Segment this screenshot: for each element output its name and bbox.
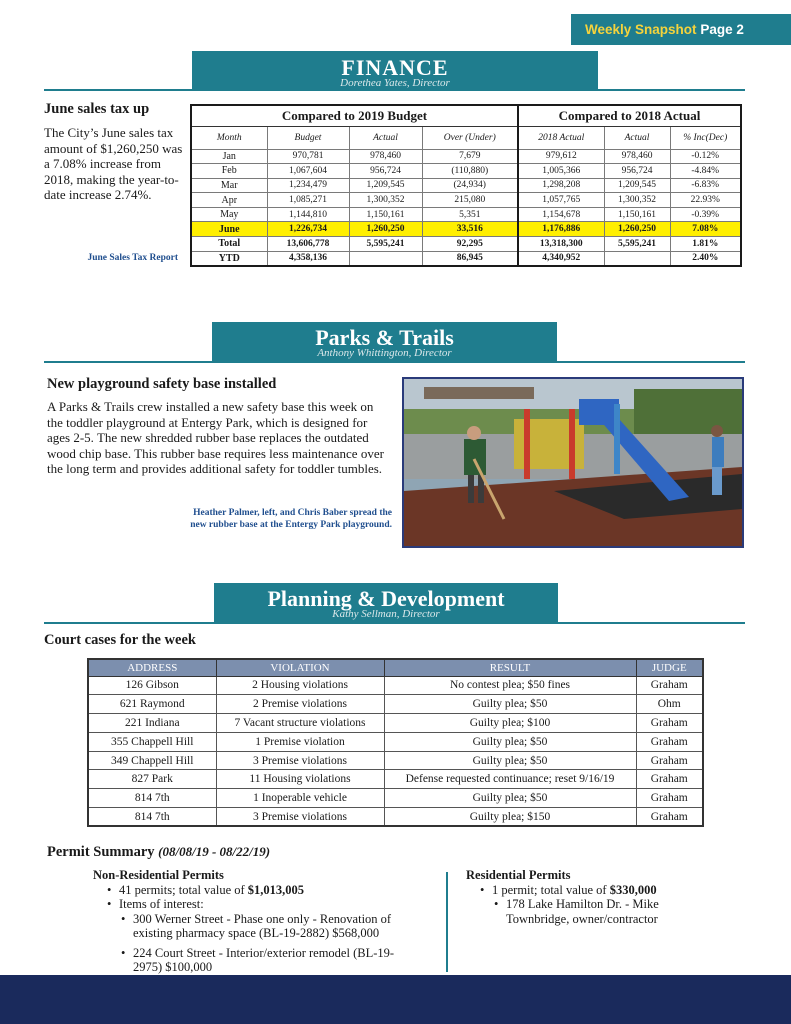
sales-tax-row <box>191 207 741 222</box>
sales-tax-cell: 970,781 <box>267 149 349 164</box>
court-case-cell: Defense requested continuance; reset 9/16/19 <box>384 770 636 789</box>
nonres-item-2: • 224 Court Street - Interior/exterior remodel (BL-19-2975) $100,000 <box>121 946 423 975</box>
residential-permits <box>466 868 706 926</box>
sales-tax-cell: 1,154,678 <box>518 207 604 222</box>
court-col-result: RESULT <box>384 659 636 676</box>
sales-tax-cell: 92,295 <box>422 237 518 252</box>
court-case-row <box>88 695 703 714</box>
court-case-cell: Guilty plea; $100 <box>384 714 636 733</box>
sales-tax-cell: 979,612 <box>518 149 604 164</box>
sales-tax-cell: Jan <box>191 149 267 164</box>
sales-tax-cell: 1,209,545 <box>604 178 670 193</box>
court-case-cell: 11 Housing violations <box>216 770 384 789</box>
page-header-tag <box>571 14 791 45</box>
sales-tax-cell: 956,724 <box>349 164 422 179</box>
sales-tax-cell: 4,358,136 <box>267 251 349 266</box>
col-actual: Actual <box>349 126 422 149</box>
planning-banner <box>214 583 558 623</box>
court-case-row <box>88 808 703 827</box>
sales-tax-cell: 1,300,352 <box>604 193 670 208</box>
court-case-cell: Ohm <box>636 695 703 714</box>
court-case-cell: Guilty plea; $150 <box>384 808 636 827</box>
court-case-cell: Graham <box>636 714 703 733</box>
court-case-row <box>88 770 703 789</box>
sales-tax-row <box>191 164 741 179</box>
sales-tax-cell: 1.81% <box>670 237 741 252</box>
court-case-cell: 126 Gibson <box>88 676 216 695</box>
planning-title: Planning & Development <box>267 586 505 611</box>
sales-tax-cell: 5,595,241 <box>349 237 422 252</box>
sales-tax-cell: 1,085,271 <box>267 193 349 208</box>
group-header-budget: Compared to 2019 Budget <box>191 105 518 126</box>
sales-tax-cell: 2.40% <box>670 251 741 266</box>
sales-tax-row <box>191 149 741 164</box>
sales-tax-table <box>190 104 742 267</box>
sales-tax-cell: 1,176,886 <box>518 222 604 237</box>
court-case-cell: Graham <box>636 676 703 695</box>
playground-photo <box>402 377 744 548</box>
sales-tax-cell: 1,298,208 <box>518 178 604 193</box>
sales-tax-cell: Apr <box>191 193 267 208</box>
nonresidential-permits <box>93 868 423 975</box>
court-case-row <box>88 732 703 751</box>
finance-title: FINANCE <box>341 55 449 80</box>
col-over-under: Over (Under) <box>422 126 518 149</box>
court-case-cell: 621 Raymond <box>88 695 216 714</box>
sales-tax-cell: 1,057,765 <box>518 193 604 208</box>
sales-tax-cell: 1,234,479 <box>267 178 349 193</box>
sales-tax-cell: Total <box>191 237 267 252</box>
sales-tax-cell: 4,340,952 <box>518 251 604 266</box>
parks-story-title: New playground safety base installed <box>47 376 277 392</box>
permit-summary-dates: (08/08/19 - 08/22/19) <box>158 844 271 859</box>
court-case-cell: 3 Premise violations <box>216 808 384 827</box>
sales-tax-cell: 956,724 <box>604 164 670 179</box>
sales-tax-cell: (110,880) <box>422 164 518 179</box>
sales-tax-cell: YTD <box>191 251 267 266</box>
court-case-cell: 221 Indiana <box>88 714 216 733</box>
sales-tax-cell: 5,595,241 <box>604 237 670 252</box>
court-case-cell: 1 Premise violation <box>216 732 384 751</box>
sales-tax-cell: 1,067,604 <box>267 164 349 179</box>
sales-tax-row <box>191 237 741 252</box>
court-col-address: ADDRESS <box>88 659 216 676</box>
sales-tax-cell: May <box>191 207 267 222</box>
court-case-cell: 349 Chappell Hill <box>88 751 216 770</box>
court-case-cell: 355 Chappell Hill <box>88 732 216 751</box>
parks-banner <box>212 322 557 362</box>
col-month: Month <box>191 126 267 149</box>
sales-tax-cell: Mar <box>191 178 267 193</box>
col-actual-2: Actual <box>604 126 670 149</box>
res-item-1: • 178 Lake Hamilton Dr. - Mike Townbridge, owner/contractor <box>494 897 706 926</box>
res-summary <box>480 883 706 898</box>
sales-tax-cell: 7,679 <box>422 149 518 164</box>
sales-tax-cell: 7.08% <box>670 222 741 237</box>
finance-banner <box>192 51 598 91</box>
parks-story-body: A Parks & Trails crew installed a new safety base this week on the toddler playground at Entergy Park, which is designed for ages 2-5. The new shredded rubber base replaces the outdated wood chip base. This rubber base requires less maintenance over the long term and provides additional safety for toddler tumbles. <box>47 399 384 476</box>
sales-tax-cell: June <box>191 222 267 237</box>
permit-summary-label: Permit Summary <box>47 844 155 860</box>
sales-tax-cell <box>349 251 422 266</box>
sales-tax-cell: 1,150,161 <box>349 207 422 222</box>
court-case-cell: 2 Premise violations <box>216 695 384 714</box>
page-number: Page 2 <box>700 22 744 37</box>
court-case-cell: No contest plea; $50 fines <box>384 676 636 695</box>
court-case-row <box>88 751 703 770</box>
court-case-cell: 814 7th <box>88 789 216 808</box>
court-case-cell: Graham <box>636 808 703 827</box>
court-col-judge: JUDGE <box>636 659 703 676</box>
sales-tax-cell: Feb <box>191 164 267 179</box>
page-footer-bar <box>0 975 791 1024</box>
court-case-cell: Graham <box>636 732 703 751</box>
permit-divider <box>446 872 448 972</box>
col-budget: Budget <box>267 126 349 149</box>
nonres-items-label: • Items of interest: <box>107 897 423 912</box>
sales-tax-cell: 22.93% <box>670 193 741 208</box>
finance-story-title: June sales tax up <box>44 101 150 117</box>
nonres-item-1: • 300 Werner Street - Phase one only - Renovation of existing pharmacy space (BL-19-2882) $568,000 <box>121 912 423 941</box>
sales-tax-row <box>191 251 741 266</box>
court-cases-table <box>87 658 704 827</box>
court-case-cell: 7 Vacant structure violations <box>216 714 384 733</box>
court-col-violation: VIOLATION <box>216 659 384 676</box>
res-heading: Residential Permits <box>466 868 571 882</box>
court-case-cell: 814 7th <box>88 808 216 827</box>
court-cases-title: Court cases for the week <box>44 632 196 648</box>
col-inc-dec: % Inc(Dec) <box>670 126 741 149</box>
finance-story-body: The City’s June sales tax amount of $1,260,250 was a 7.08% increase from 2018, making the year-to-date increase 2.74%. <box>44 125 183 202</box>
res-summary-text: 1 permit; total value of <box>492 882 610 897</box>
sales-tax-cell: 215,080 <box>422 193 518 208</box>
sales-tax-cell: 1,260,250 <box>349 222 422 237</box>
nonres-heading: Non-Residential Permits <box>93 868 224 882</box>
sales-tax-cell: -4.84% <box>670 164 741 179</box>
court-case-cell: Graham <box>636 789 703 808</box>
sales-tax-report-link[interactable]: June Sales Tax Report <box>87 253 178 263</box>
sales-tax-cell: 1,300,352 <box>349 193 422 208</box>
sales-tax-cell: (24,934) <box>422 178 518 193</box>
sales-tax-cell: 1,226,734 <box>267 222 349 237</box>
parks-director: Anthony Whittington, Director <box>317 347 452 359</box>
court-case-cell: 827 Park <box>88 770 216 789</box>
sales-tax-row <box>191 178 741 193</box>
permit-summary-title <box>47 844 270 861</box>
group-header-actual: Compared to 2018 Actual <box>518 105 741 126</box>
sales-tax-cell: 1,260,250 <box>604 222 670 237</box>
sales-tax-cell: -0.12% <box>670 149 741 164</box>
court-case-cell: Graham <box>636 751 703 770</box>
sales-tax-cell: 13,318,300 <box>518 237 604 252</box>
sales-tax-cell: 1,209,545 <box>349 178 422 193</box>
court-case-row <box>88 676 703 695</box>
section-label: Weekly Snapshot <box>585 22 697 37</box>
court-case-row <box>88 789 703 808</box>
sales-tax-cell: 33,516 <box>422 222 518 237</box>
sales-tax-cell: 86,945 <box>422 251 518 266</box>
nonres-summary <box>107 883 423 898</box>
nonres-summary-text: 41 permits; total value of <box>119 882 248 897</box>
court-case-cell: Guilty plea; $50 <box>384 789 636 808</box>
sales-tax-cell: 978,460 <box>349 149 422 164</box>
sales-tax-row <box>191 222 741 237</box>
court-case-cell: Guilty plea; $50 <box>384 695 636 714</box>
court-case-row <box>88 714 703 733</box>
sales-tax-cell: 978,460 <box>604 149 670 164</box>
sales-tax-cell: 1,150,161 <box>604 207 670 222</box>
court-case-cell: 3 Premise violations <box>216 751 384 770</box>
parks-title: Parks & Trails <box>315 325 454 350</box>
col-2018-actual: 2018 Actual <box>518 126 604 149</box>
court-case-cell: Graham <box>636 770 703 789</box>
sales-tax-cell <box>604 251 670 266</box>
nonres-summary-value: $1,013,005 <box>247 882 305 897</box>
court-case-cell: Guilty plea; $50 <box>384 751 636 770</box>
sales-tax-row <box>191 193 741 208</box>
planning-director: Kathy Sellman, Director <box>332 608 440 620</box>
sales-tax-cell: 5,351 <box>422 207 518 222</box>
photo-caption-line-1: Heather Palmer, left, and Chris Baber spread the <box>193 508 392 518</box>
res-summary-value: $330,000 <box>609 882 657 897</box>
court-case-cell: 1 Inoperable vehicle <box>216 789 384 808</box>
finance-director: Dorethea Yates, Director <box>340 77 450 89</box>
photo-caption <box>150 507 392 531</box>
photo-caption-line-2: new rubber base at the Entergy Park playground. <box>190 520 392 530</box>
sales-tax-cell: 1,005,366 <box>518 164 604 179</box>
sales-tax-cell: -0.39% <box>670 207 741 222</box>
court-case-cell: Guilty plea; $50 <box>384 732 636 751</box>
sales-tax-cell: 1,144,810 <box>267 207 349 222</box>
sales-tax-cell: -6.83% <box>670 178 741 193</box>
playground-photo-illustration <box>404 379 742 546</box>
sales-tax-cell: 13,606,778 <box>267 237 349 252</box>
court-case-cell: 2 Housing violations <box>216 676 384 695</box>
